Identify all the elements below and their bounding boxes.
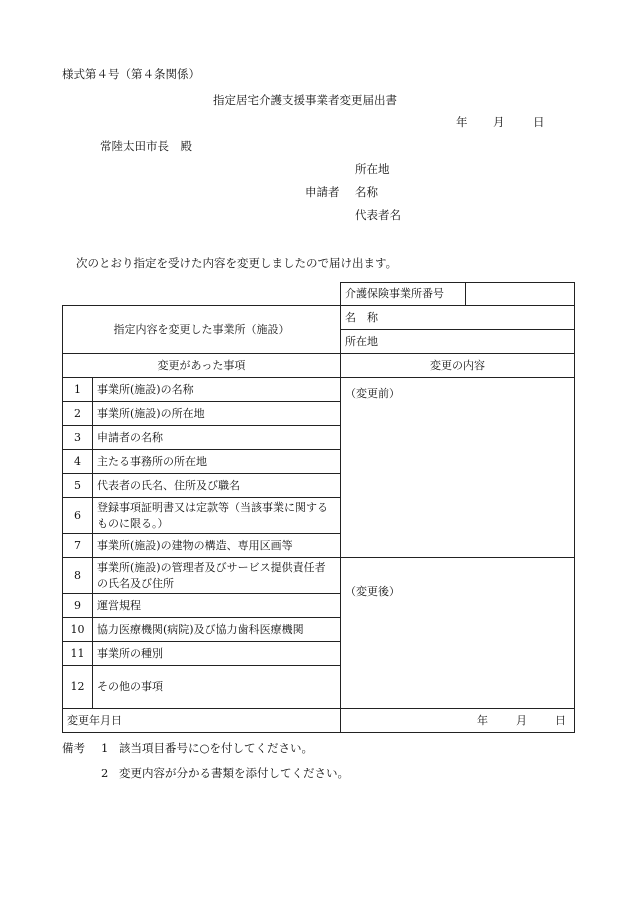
item-number[interactable]: 9: [63, 594, 93, 618]
change-date-label: 変更年月日: [63, 709, 341, 733]
change-date-day: 日: [555, 713, 566, 727]
facility-label: 指定内容を変更した事業所（施設）: [63, 306, 341, 354]
change-form-table: [62, 282, 575, 733]
item-text: 申請者の名称: [93, 426, 341, 450]
change-date-value[interactable]: [341, 709, 575, 733]
item-text: その他の事項: [93, 666, 341, 709]
office-number-label: 介護保険事業所番号: [341, 283, 466, 306]
applicant-address-label: 所在地: [355, 162, 390, 176]
applicant-rep-label: 代表者名: [355, 208, 401, 222]
date-month: 月: [493, 115, 505, 129]
item-text: 事業所の種別: [93, 642, 341, 666]
date-year: 年: [456, 115, 468, 129]
office-number-value[interactable]: [466, 283, 575, 306]
item-text: 事業所(施設)の所在地: [93, 402, 341, 426]
blank-cell: [63, 283, 341, 306]
notes-label: 備考: [62, 741, 85, 755]
note2-number: 2: [101, 766, 109, 780]
note1-text: 該当項目番号に○を付してください。: [119, 741, 314, 755]
facility-name-row[interactable]: [341, 306, 575, 330]
facility-name-label: 名 称: [345, 310, 378, 324]
after-label: （変更後）: [345, 585, 400, 598]
item-number[interactable]: 5: [63, 474, 93, 498]
item-number[interactable]: 1: [63, 378, 93, 402]
item-number[interactable]: 12: [63, 666, 93, 709]
item-text: 協力医療機関(病院)及び協力歯科医療機関: [93, 618, 341, 642]
item-number[interactable]: 2: [63, 402, 93, 426]
applicant-name-label: 名称: [355, 185, 378, 199]
form-number: 様式第４号（第４条関係）: [62, 67, 200, 81]
date-day: 日: [533, 115, 545, 129]
note2-text: 変更内容が分かる書類を添付してください。: [119, 766, 349, 780]
applicant-label: 申請者: [305, 185, 340, 199]
change-before-cell[interactable]: [341, 378, 575, 558]
item-text: 事業所(施設)の名称: [93, 378, 341, 402]
item-text: 代表者の氏名、住所及び職名: [93, 474, 341, 498]
item-text: 主たる事務所の所在地: [93, 450, 341, 474]
item-number[interactable]: 4: [63, 450, 93, 474]
change-content-header: 変更の内容: [341, 354, 575, 378]
intro-text: 次のとおり指定を受けた内容を変更しましたので届け出ます。: [76, 256, 398, 270]
page-title: 指定居宅介護支援事業者変更届出書: [213, 93, 397, 107]
facility-address-row[interactable]: [341, 330, 575, 354]
changed-items-header: 変更があった事項: [63, 354, 341, 378]
item-number[interactable]: 3: [63, 426, 93, 450]
item-number[interactable]: 11: [63, 642, 93, 666]
change-date-year: 年: [477, 713, 488, 727]
change-after-cell[interactable]: [341, 558, 575, 709]
change-date-month: 月: [516, 713, 527, 727]
item-text: 事業所(施設)の建物の構造、専用区画等: [93, 534, 341, 558]
addressee: 常陸太田市長 殿: [100, 139, 192, 153]
facility-address-label: 所在地: [345, 334, 378, 348]
item-text: 登録事項証明書又は定款等（当該事業に関するものに限る。）: [93, 498, 341, 534]
item-number[interactable]: 8: [63, 558, 93, 594]
before-label: （変更前）: [345, 387, 400, 400]
item-number[interactable]: 10: [63, 618, 93, 642]
item-number[interactable]: 6: [63, 498, 93, 534]
item-text: 事業所(施設)の管理者及びサービス提供責任者の氏名及び住所: [93, 558, 341, 594]
note1-number: 1: [101, 741, 109, 755]
item-number[interactable]: 7: [63, 534, 93, 558]
item-text: 運営規程: [93, 594, 341, 618]
